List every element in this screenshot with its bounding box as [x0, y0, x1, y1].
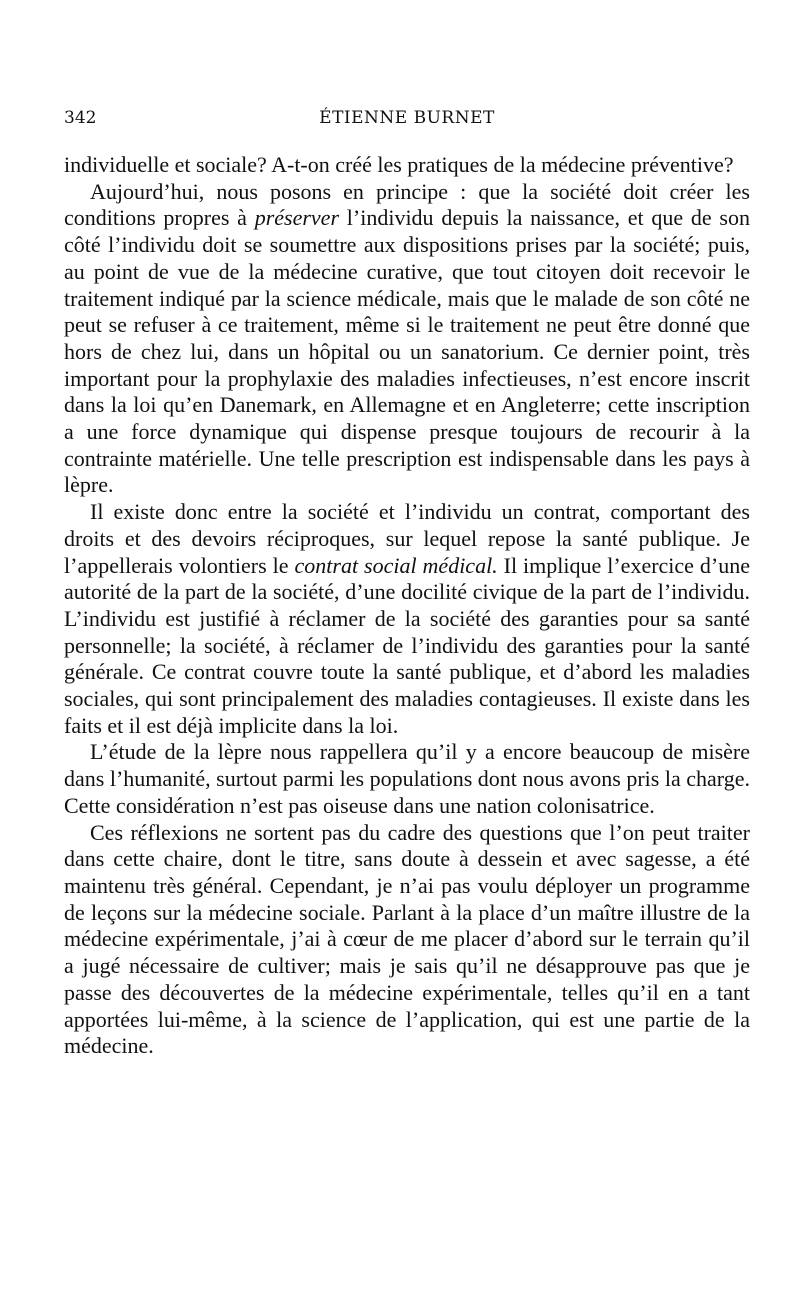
paragraph-3-text-start: Il existe donc entre la société et l’individu un contrat, comportant des droits et des devoirs réciproques, sur lequel repose la santé publique. Je l’appellerais volontiers le: [64, 499, 750, 578]
paragraph-3: [64, 499, 750, 739]
book-page: [64, 108, 750, 1060]
paragraph-1-text: individuelle et sociale? A-t-on créé les pratiques de la médecine préventive?: [64, 152, 734, 177]
paragraph-3-emphasis: contrat social médical.: [294, 552, 498, 578]
paragraph-3-text-end: Il implique l’exercice d’une autorité de la part de la société, d’une docilité civique de la part de l’individu. L’individu est justifié à réclamer de la société des garanties pour sa santé personnelle; la société, à réclamer de l’individu des garanties pour la santé générale. Ce contrat couvre toute la santé publique, et d’abord les maladies sociales, qui sont principalement des maladies contagieuses. Il existe dans les faits et il est déjà implicite dans la loi.: [64, 552, 750, 738]
page-number: 342: [64, 108, 97, 128]
running-title: ÉTIENNE BURNET: [319, 108, 495, 128]
paragraph-5: [64, 820, 750, 1060]
paragraph-2-emphasis: préserver: [254, 205, 340, 231]
paragraph-2-text-end: l’individu depuis la naissance, et que de son côté l’individu doit se soumettre aux dispositions prises par la société; puis, au point de vue de la médecine curative, que tout citoyen doit recevoir le traitement indiqué par la science médicale, mais que le malade de son côté ne peut se refuser à ce traitement, même si le traitement ne peut être donné que hors de chez lui, dans un hôpital ou un sanatorium. Ce dernier point, très important pour la prophylaxie des maladies infectieuses, n’est encore inscrit dans la loi qu’en Danemark, en Allemagne et en Angleterre; cette inscription a une force dynamique qui dispense presque toujours de recourir à la contrainte matérielle. Une telle prescription est indispensable dans les pays à lèpre.: [64, 205, 750, 498]
paragraph-1: [64, 152, 750, 179]
paragraph-5-text: Ces réflexions ne sortent pas du cadre des questions que l’on peut traiter dans cette chaire, dont le titre, sans doute à dessein et avec sagesse, a été maintenu très général. Cependant, je n’ai pas voulu déployer un programme de leçons sur la médecine sociale. Parlant à la place d’un maître illustre de la médecine expérimentale, j’ai à cœur de me placer d’abord sur le terrain qu’il a jugé nécessaire de cultiver; mais je sais qu’il ne désapprouve pas que je passe des découvertes de la médecine expérimentale, telles qu’il en a tant apportées lui-même, à la science de l’application, qui est une partie de la médecine.: [64, 819, 750, 1059]
paragraph-4: [64, 739, 750, 819]
running-head: [64, 108, 750, 138]
paragraph-2-text-start: Aujourd’hui, nous posons en principe : que la société doit créer les conditions propres à: [64, 178, 750, 231]
body-text: [64, 152, 750, 1060]
paragraph-2: [64, 179, 750, 499]
paragraph-4-text: L’étude de la lèpre nous rappellera qu’il y a encore beaucoup de misère dans l’humanité, surtout parmi les populations dont nous avons pris la charge. Cette considération n’est pas oiseuse dans une nation colonisatrice.: [64, 739, 750, 818]
